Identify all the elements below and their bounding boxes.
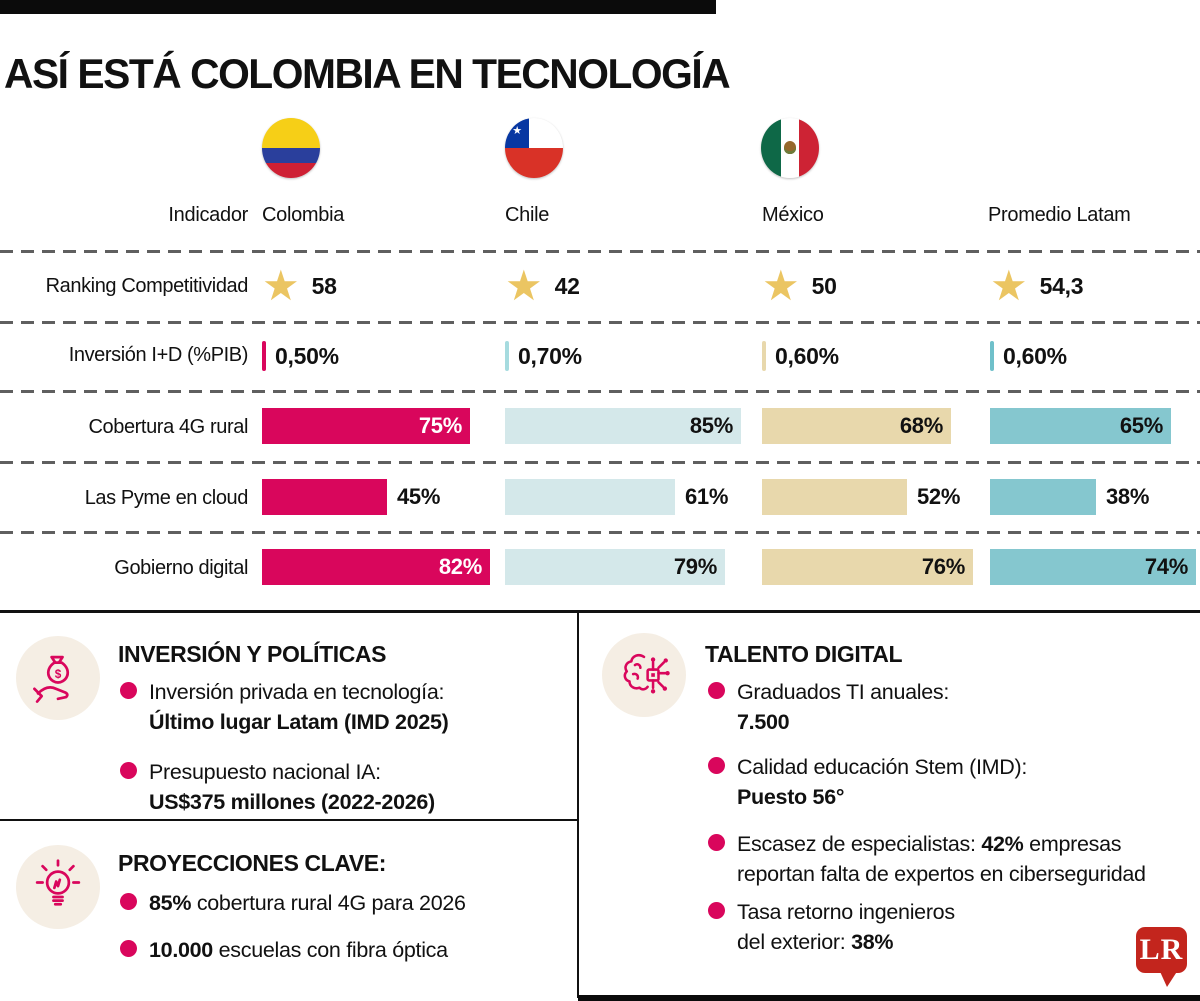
tick-mark [505,341,509,371]
id-cell-latam [990,341,1067,371]
vertical-divider [577,613,579,998]
investment-icon-circle [16,636,100,720]
projections-bullet-1 [120,888,466,918]
bullet-text: Escasez de especialistas: [737,832,982,856]
bar [505,479,675,515]
talent-bullet-2 [708,752,1027,812]
bullet-text: Presupuesto nacional IA: [149,760,381,784]
row-label-cobertura-4g: Cobertura 4G rural [88,416,248,438]
bar [262,408,470,444]
bullet-bold-text: US$375 millones (2022-2026) [149,790,435,814]
investment-heading: INVERSIÓN Y POLÍTICAS [118,641,387,667]
bullet-dot-icon [120,682,137,699]
ranking-value: 54,3 [1039,272,1084,299]
bullet-dot-icon [120,940,137,957]
bar-pyme-chile [505,479,728,515]
svg-text:$: $ [54,668,62,681]
dashed-divider [0,461,1200,464]
page-title: ASÍ ESTÁ COLOMBIA EN TECNOLOGÍA [4,50,730,98]
indicator-header: Indicador [168,204,248,226]
colombia-flag-blue [262,148,320,163]
bar [262,479,387,515]
bullet-dot-icon [708,902,725,919]
bar [990,549,1196,585]
bullet-text: reportan falta de expertos en ciberseguridad [737,862,1146,886]
bar [762,549,973,585]
ranking-cell-mexico [762,263,837,309]
id-cell-chile [505,341,582,371]
bar [762,408,951,444]
bar-cobertura-mexico [762,408,951,444]
bullet-text: Inversión privada en tecnología: [149,680,445,704]
colombia-flag-red [262,163,320,178]
chile-flag-star: ★ [505,118,529,148]
id-value: 0,60% [1003,342,1067,369]
bar-value: 61% [685,484,729,509]
projections-bullet-2 [120,935,448,965]
ranking-cell-chile [505,263,580,309]
tick-mark [990,341,994,371]
bullet-bold-text: 85% [149,891,192,915]
talent-icon-circle [602,633,686,717]
bar-gobierno-chile [505,549,725,585]
bullet-bold-text: 42% [981,832,1024,856]
bar-gobierno-colombia [262,549,490,585]
row-label-inversion-id: Inversión I+D (%PIB) [68,344,248,366]
investment-bullet-2 [120,757,435,817]
bar [990,479,1096,515]
bar [505,408,741,444]
bar-value: 74% [1144,554,1188,579]
bar-value: 82% [438,554,482,579]
row-label-pyme-cloud: Las Pyme en cloud [84,487,248,509]
bar-value: 38% [1106,484,1150,509]
id-cell-mexico [762,341,839,371]
id-value: 0,50% [275,342,339,369]
bar-cobertura-latam [990,408,1171,444]
bullet-dot-icon [120,893,137,910]
colombia-flag-icon [262,118,320,178]
bar-pyme-colombia [262,479,440,515]
bullet-dot-icon [708,682,725,699]
bottom-black-bar [578,995,1200,1001]
brain-circuit-icon [615,646,673,704]
bar [262,549,490,585]
star-icon: ★ [262,261,300,310]
bar-value: 76% [921,554,965,579]
chile-flag-icon [505,118,563,178]
star-icon: ★ [505,261,543,310]
bullet-bold-text: Puesto 56° [737,785,845,809]
bullet-bold-text: 10.000 [149,938,213,962]
bar-gobierno-mexico [762,549,973,585]
bar [762,479,907,515]
ranking-value: 58 [311,272,337,299]
bullet-text: Tasa retorno ingenieros [737,900,955,924]
bar-value: 75% [418,413,462,438]
column-header-mexico: México [762,204,824,226]
money-bag-hand-icon [29,649,87,707]
chile-flag-white [529,118,563,148]
mexico-flag-emblem [784,141,796,154]
projections-heading: PROYECCIONES CLAVE: [118,850,387,876]
talent-bullet-3 [708,829,1146,889]
bullet-text: cobertura rural 4G para 2026 [191,891,466,915]
talent-bullet-4 [708,897,955,957]
bar-cobertura-colombia [262,408,470,444]
talent-bullet-1 [708,677,949,737]
dashed-divider [0,531,1200,534]
bar-value: 45% [397,484,441,509]
bar [505,549,725,585]
bar-pyme-mexico [762,479,960,515]
bar-value: 52% [917,484,961,509]
bullet-dot-icon [708,834,725,851]
bar-value: 79% [673,554,717,579]
column-header-colombia: Colombia [262,204,345,226]
id-cell-colombia [262,341,339,371]
bullet-bold-text: Último lugar Latam (IMD 2025) [149,710,449,734]
tick-mark [762,341,766,371]
row-label-ranking: Ranking Competitividad [45,275,248,297]
bullet-bold-text: 38% [851,930,894,954]
horizontal-divider [0,610,1200,613]
horizontal-divider-left [0,819,577,821]
bullet-text: empresas [1023,832,1122,856]
mexico-flag-green [761,118,781,178]
id-value: 0,60% [775,342,839,369]
lightbulb-icon [29,858,87,916]
lr-logo: LR [1136,927,1187,973]
id-value: 0,70% [518,342,582,369]
column-header-chile: Chile [505,204,550,226]
bullet-text: Calidad educación Stem (IMD): [737,755,1028,779]
dashed-divider [0,390,1200,393]
ranking-value: 42 [554,272,580,299]
bar-cobertura-chile [505,408,741,444]
bar-value: 68% [899,413,943,438]
column-header-latam: Promedio Latam [988,204,1131,226]
bullet-bold-text: 7.500 [737,710,790,734]
mexico-flag-red [799,118,819,178]
row-label-gobierno-digital: Gobierno digital [114,557,248,579]
projections-icon-circle [16,845,100,929]
investment-bullet-1 [120,677,449,737]
top-black-bar [0,0,716,14]
bar-value: 65% [1119,413,1163,438]
bullet-text: del exterior: [737,930,852,954]
bullet-dot-icon [120,762,137,779]
ranking-cell-latam [990,263,1083,309]
bar-value: 85% [689,413,733,438]
bullet-text: Graduados TI anuales: [737,680,950,704]
bar-gobierno-latam [990,549,1196,585]
dashed-divider [0,321,1200,324]
ranking-cell-colombia [262,263,337,309]
star-icon: ★ [762,261,800,310]
bullet-text: escuelas con fibra óptica [212,938,448,962]
star-icon: ★ [990,261,1028,310]
ranking-value: 50 [811,272,837,299]
talent-heading: TALENTO DIGITAL [705,641,903,667]
bullet-dot-icon [708,757,725,774]
dashed-divider [0,250,1200,253]
colombia-flag-yellow [262,118,320,148]
bar [990,408,1171,444]
tick-mark [262,341,266,371]
bar-pyme-latam [990,479,1149,515]
chile-flag-red [505,148,563,178]
mexico-flag-icon [761,118,819,178]
